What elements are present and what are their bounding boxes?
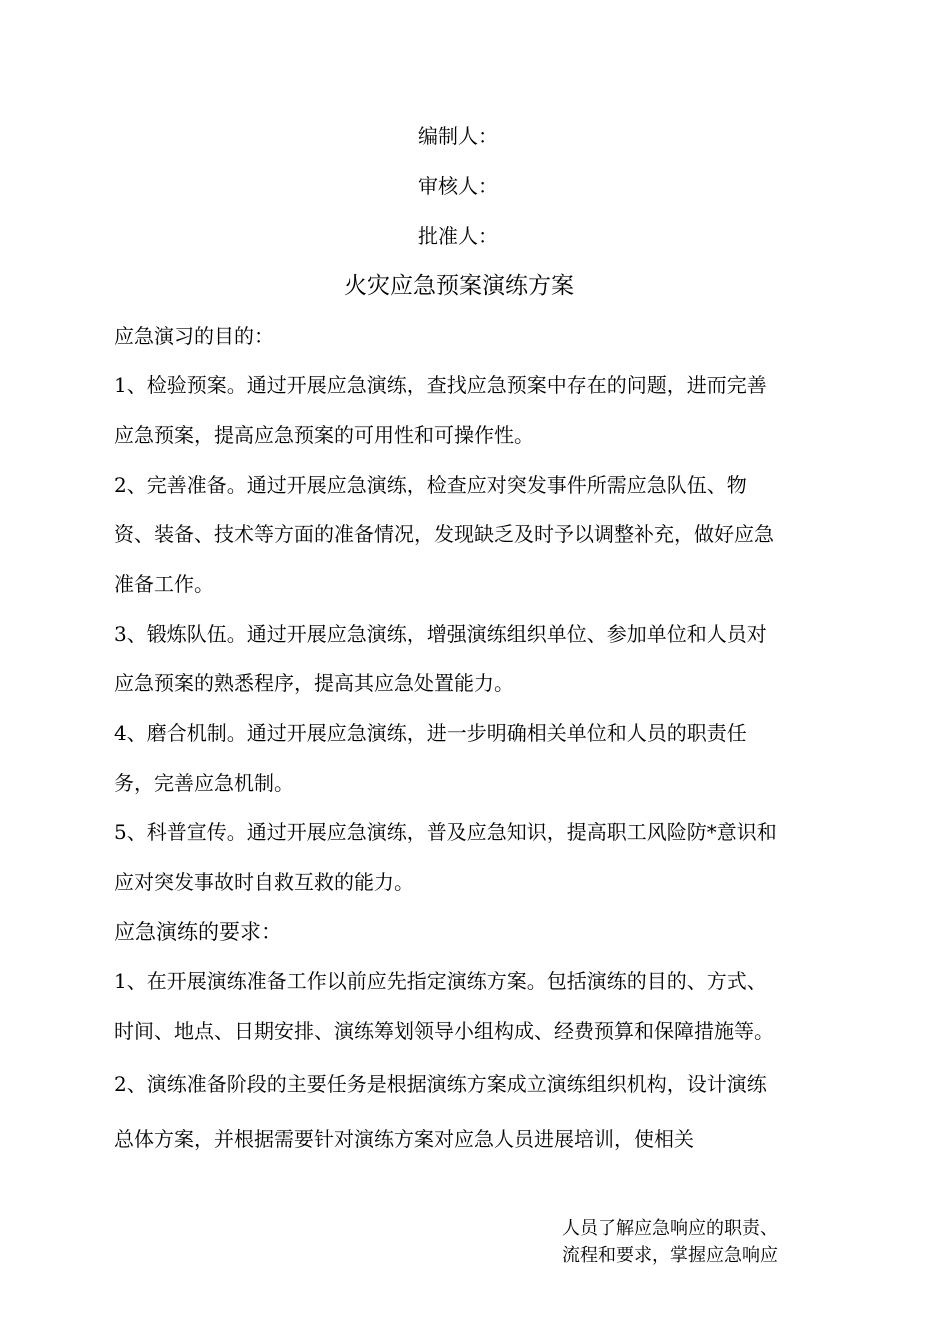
purpose-item5-line2: 应对突发事故时自救互救的能力。 bbox=[114, 870, 414, 894]
requirements-item1-line2: 时间、地点、日期安排、演练筹划领导小组构成、经费预算和保障措施等。 bbox=[114, 1019, 774, 1043]
purpose-item3-line2: 应急预案的熟悉程序，提高其应急处置能力。 bbox=[114, 671, 514, 695]
signature-compiler: 编制人： bbox=[418, 124, 498, 148]
purpose-item5-line1: 5、科普宣传。通过开展应急演练，普及应急知识，提高职工风险防*意识和 bbox=[114, 820, 777, 844]
continuation-line1: 人员了解应急响应的职责、 bbox=[562, 1218, 778, 1239]
purpose-item2-line1: 2、完善准备。通过开展应急演练，检查应对突发事件所需应急队伍、物 bbox=[114, 473, 747, 497]
document-title: 火灾应急预案演练方案 bbox=[344, 273, 574, 299]
requirements-item2-line1: 2、演练准备阶段的主要任务是根据演练方案成立演练组织机构，设计演练 bbox=[114, 1072, 767, 1096]
requirements-item1-line1: 1、在开展演练准备工作以前应先指定演练方案。包括演练的目的、方式、 bbox=[114, 969, 767, 993]
purpose-item1-line1: 1、检验预案。通过开展应急演练，查找应急预案中存在的问题，进而完善 bbox=[114, 373, 767, 397]
purpose-item2-line2: 资、装备、技术等方面的准备情况，发现缺乏及时予以调整补充，做好应急 bbox=[114, 522, 774, 546]
purpose-item2-line3: 准备工作。 bbox=[114, 572, 214, 596]
purpose-item3-line1: 3、锻炼队伍。通过开展应急演练，增强演练组织单位、参加单位和人员对 bbox=[114, 622, 767, 646]
purpose-item4-line2: 务，完善应急机制。 bbox=[114, 771, 294, 795]
signature-reviewer: 审核人： bbox=[418, 174, 498, 198]
signature-approver: 批准人： bbox=[418, 224, 498, 248]
continuation-line2: 流程和要求，掌握应急响应 bbox=[562, 1245, 778, 1266]
requirements-item2-line2: 总体方案，并根据需要针对演练方案对应急人员进展培训，使相关 bbox=[114, 1127, 694, 1151]
purpose-item4-line1: 4、磨合机制。通过开展应急演练，进一步明确相关单位和人员的职责任 bbox=[114, 721, 747, 745]
purpose-item1-line2: 应急预案，提高应急预案的可用性和可操作性。 bbox=[114, 423, 534, 447]
requirements-heading: 应急演练的要求： bbox=[114, 920, 282, 944]
purpose-heading: 应急演习的目的： bbox=[114, 324, 274, 348]
